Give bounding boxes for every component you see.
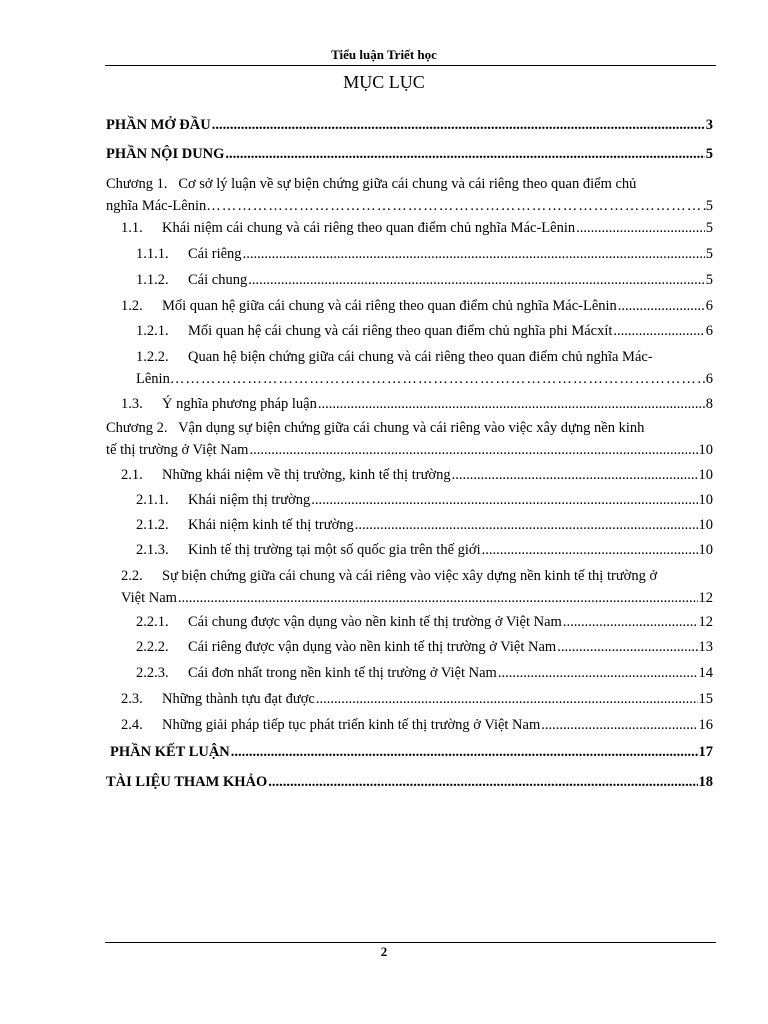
toc-entry-page: 10 xyxy=(698,492,713,508)
toc-entry-page: 8 xyxy=(705,396,713,412)
toc-entry-text: Khái niệm cái chung và cái riêng theo quan điểm chủ nghĩa Mác-Lênin xyxy=(162,220,576,236)
toc-entry-1-1-2[interactable] xyxy=(136,269,713,291)
toc-entry-text: Khái niệm kinh tế thị trường xyxy=(188,517,354,533)
toc-entry-page: 5 xyxy=(705,198,713,214)
toc-entry-text: PHẦN KẾT LUẬN xyxy=(110,744,230,760)
toc-entry-1-2-1[interactable] xyxy=(136,320,713,342)
toc-entry-2-2-1[interactable] xyxy=(136,611,713,633)
leader-dots xyxy=(318,393,705,415)
toc-entry-number: 2.2. xyxy=(121,568,143,584)
toc-entry-2-1-1[interactable] xyxy=(136,489,713,511)
toc-entry-page: 18 xyxy=(698,774,713,790)
toc-entry-page: 12 xyxy=(698,590,713,606)
leader-dots xyxy=(557,636,697,658)
toc-entry-1-2[interactable] xyxy=(121,295,713,317)
leader-dots xyxy=(249,439,697,461)
toc-entry-page: 5 xyxy=(705,246,713,262)
toc-entry-text: Cái đơn nhất trong nền kinh tế thị trường ở Việt Nam xyxy=(188,665,497,681)
leader-dots xyxy=(243,243,705,265)
leader-dots xyxy=(355,514,698,536)
leader-dots xyxy=(541,714,697,736)
leader-dots xyxy=(225,143,704,165)
toc-entry-ket-luan[interactable] xyxy=(110,741,713,763)
toc-entry-text: Mối quan hệ cái chung và cái riêng theo quan điểm chủ nghĩa phi Mácxít xyxy=(188,323,613,339)
leader-dots xyxy=(482,539,698,561)
toc-entry-text-cont: nghĩa Mác-Lênin xyxy=(106,198,207,214)
toc-entry-1-1-1[interactable] xyxy=(136,243,713,265)
toc-entry-noi-dung[interactable] xyxy=(106,143,713,165)
toc-entry-text: Mối quan hệ giữa cái chung và cái riêng theo quan điểm chủ nghĩa Mác-Lênin xyxy=(162,298,617,314)
toc-entry-text: Sự biện chứng giữa cái chung và cái riêng vào việc xây dựng nền kinh tế thị trường ở xyxy=(162,568,658,584)
leader-dots xyxy=(613,320,704,342)
toc-entry-page: 5 xyxy=(705,146,713,162)
toc-entry-text: Kinh tế thị trường tại một số quốc gia trên thế giới xyxy=(188,542,481,558)
toc-entry-number: 2.2.2. xyxy=(136,639,169,655)
leader-dots xyxy=(268,771,697,793)
toc-entry-text-cont: tế thị trường ở Việt Nam xyxy=(106,442,249,458)
toc-entry-page: 17 xyxy=(698,744,713,760)
toc-entry-text: PHẦN MỞ ĐẦU xyxy=(106,117,211,133)
toc-entry-number: 2.1. xyxy=(121,467,143,483)
toc-entry-text: PHẦN NỘI DUNG xyxy=(106,146,225,162)
toc-entry-2-3[interactable] xyxy=(121,688,713,710)
toc-entry-number: 2.2.1. xyxy=(136,614,169,630)
toc-entry-text: Cơ sở lý luận về sự biện chứng giữa cái chung và cái riêng theo quan điểm chủ xyxy=(178,176,637,192)
toc-entry-text: Những thành tựu đạt được xyxy=(162,691,315,707)
leader-dots xyxy=(170,368,702,390)
toc-entry-number: 2.1.2. xyxy=(136,517,169,533)
toc-entry-text: Những giải pháp tiếp tục phát triển kinh tế thị trường ở Việt Nam xyxy=(162,717,541,733)
toc-entry-text: Cái chung xyxy=(188,272,248,288)
page-header: Tiểu luận Triết học xyxy=(331,47,437,62)
toc-entry-page: .6 xyxy=(702,371,713,387)
toc-entry-number: 2.1.3. xyxy=(136,542,169,558)
header-rule xyxy=(105,65,716,66)
toc-entry-page: 15 xyxy=(698,691,713,707)
toc-entry-2-1[interactable] xyxy=(121,464,713,486)
toc-entry-page: 10 xyxy=(698,542,713,558)
toc-entry-page: 13 xyxy=(698,639,713,655)
leader-dots xyxy=(563,611,698,633)
toc-entry-1-2-2[interactable] xyxy=(136,346,713,390)
toc-entry-mo-dau[interactable] xyxy=(106,114,713,136)
toc-entry-page: 10 xyxy=(698,467,713,483)
toc-entry-page: 14 xyxy=(698,665,713,681)
leader-dots xyxy=(311,489,697,511)
toc-entry-text-cont: Lênin xyxy=(136,371,170,387)
toc-entry-text: Cái chung được vận dụng vào nền kinh tế thị trường ở Việt Nam xyxy=(188,614,562,630)
toc-entry-number: 1.3. xyxy=(121,396,143,412)
toc-entry-number: 1.2.2. xyxy=(136,349,169,365)
toc-entry-text-cont: Việt Nam xyxy=(121,590,177,606)
toc-entry-page: 6 xyxy=(705,298,713,314)
toc-entry-2-2-2[interactable] xyxy=(136,636,713,658)
toc-entry-text: Ý nghĩa phương pháp luận xyxy=(162,396,317,412)
leader-dots xyxy=(206,195,705,217)
toc-entry-number: 2.2.3. xyxy=(136,665,169,681)
toc-entry-number: 2.4. xyxy=(121,717,143,733)
toc-entry-page: 16 xyxy=(698,717,713,733)
toc-entry-chuong-1[interactable] xyxy=(106,173,713,217)
toc-entry-2-1-2[interactable] xyxy=(136,514,713,536)
toc-entry-text: Vận dụng sự biện chứng giữa cái chung và cái riêng vào việc xây dựng nền kinh xyxy=(178,420,645,436)
page-number: 2 xyxy=(380,944,388,959)
leader-dots xyxy=(212,114,705,136)
toc-entry-1-1[interactable] xyxy=(121,217,713,239)
toc-entry-2-2[interactable] xyxy=(121,565,713,609)
leader-dots xyxy=(316,688,698,710)
toc-entry-page: 5 xyxy=(705,272,713,288)
toc-entry-number: Chương 1. xyxy=(106,176,168,192)
leader-dots xyxy=(178,587,698,609)
toc-entry-number: 1.1.2. xyxy=(136,272,169,288)
leader-dots xyxy=(231,741,698,763)
toc-entry-text: Cái riêng xyxy=(188,246,242,262)
leader-dots xyxy=(452,464,698,486)
toc-entry-number: 2.3. xyxy=(121,691,143,707)
toc-entry-number: 2.1.1. xyxy=(136,492,169,508)
leader-dots xyxy=(498,662,698,684)
leader-dots xyxy=(248,269,705,291)
toc-entry-page: 5 xyxy=(705,220,713,236)
toc-entry-number: 1.2. xyxy=(121,298,143,314)
footer-rule xyxy=(105,942,716,943)
toc-entry-text: Cái riêng được vận dụng vào nền kinh tế thị trường ở Việt Nam xyxy=(188,639,557,655)
toc-entry-2-2-3[interactable] xyxy=(136,662,713,684)
toc-entry-tai-lieu[interactable] xyxy=(106,771,713,793)
toc-entry-number: 1.2.1. xyxy=(136,323,169,339)
toc-entry-number: Chương 2. xyxy=(106,420,168,436)
toc-entry-page: 3 xyxy=(705,117,713,133)
toc-entry-number: 1.1. xyxy=(121,220,143,236)
toc-entry-text: Khái niệm thị trường xyxy=(188,492,311,508)
toc-entry-page: 10 xyxy=(698,442,713,458)
toc-entry-text: Những khái niệm về thị trường, kinh tế thị trường xyxy=(162,467,451,483)
toc-entry-text: TÀI LIỆU THAM KHẢO xyxy=(106,774,268,790)
toc-entry-number: 1.1.1. xyxy=(136,246,169,262)
toc-entry-text: Quan hệ biện chứng giữa cái chung và cái riêng theo quan điểm chủ nghĩa Mác- xyxy=(188,349,653,365)
toc-entry-2-4[interactable] xyxy=(121,714,713,736)
toc-entry-page: 10 xyxy=(698,517,713,533)
toc-title: MỤC LỤC xyxy=(343,72,425,92)
toc-entry-page: 6 xyxy=(705,323,713,339)
toc-entry-chuong-2[interactable] xyxy=(106,417,713,461)
toc-entry-2-1-3[interactable] xyxy=(136,539,713,561)
toc-entry-1-3[interactable] xyxy=(121,393,713,415)
toc-entry-page: 12 xyxy=(698,614,713,630)
leader-dots xyxy=(576,217,705,239)
leader-dots xyxy=(618,295,705,317)
